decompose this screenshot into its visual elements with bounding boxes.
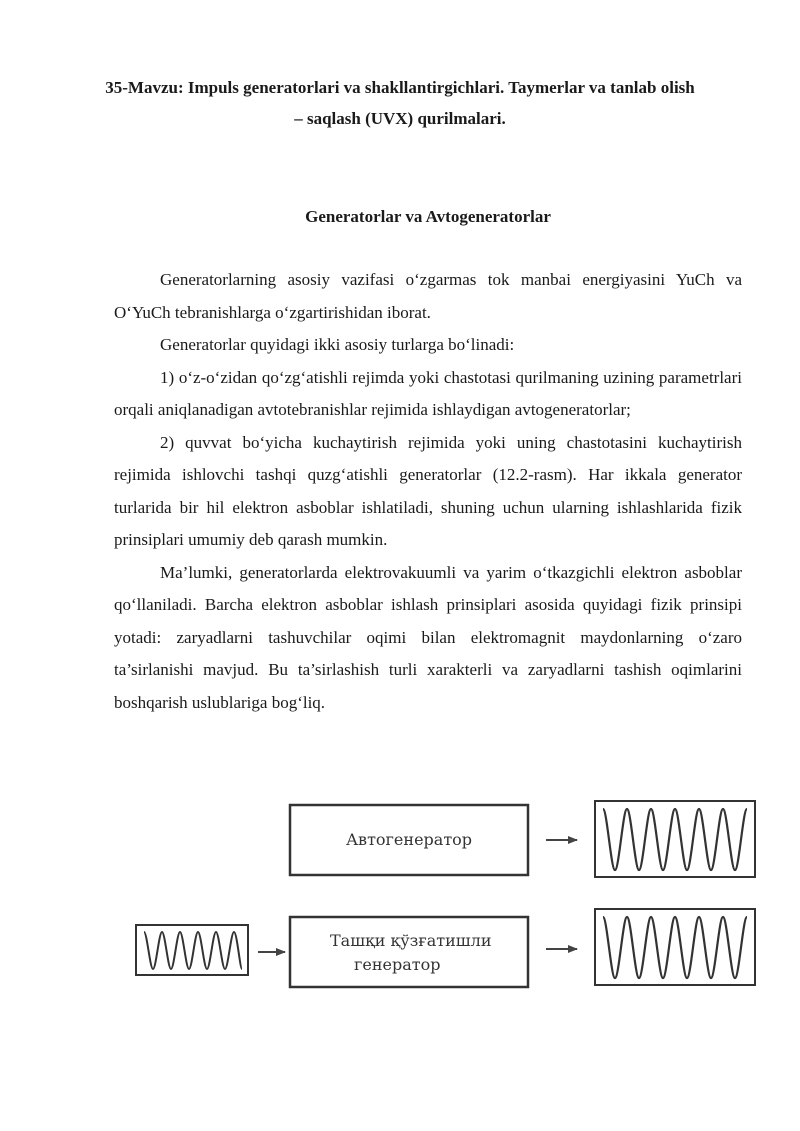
output-signal-frame-top	[595, 801, 755, 877]
output-sine-wave-top	[603, 809, 747, 870]
section-heading: Generatorlar va Avtogeneratorlar	[305, 207, 551, 226]
paragraph: Generatorlarning asosiy vazifasi o‘zgarmas tok manbai energiyasini YuCh va O‘YuCh tebranishlarga o‘zgartirishidan iborat.	[114, 270, 742, 322]
paragraph: Generatorlar quyidagi ikki asosiy turlarga bo‘linadi:	[160, 335, 515, 354]
autogenerator-label: Автогенератор	[345, 830, 473, 849]
input-signal-frame	[136, 925, 248, 975]
input-sine-wave	[144, 932, 242, 969]
external-generator-box	[290, 917, 528, 987]
generator-block-diagram	[130, 785, 770, 995]
paragraph: 1) o‘z-o‘zidan qo‘zg‘atishli rejimda yoki chastotasi qurilmaning uzining parametrlari orqali aniqlanadigan avtotebranishlar rejimida ishlaydigan avtogeneratorlar;	[114, 367, 742, 419]
paragraph: Ma’lumki, generatorlarda elektrovakuumli va yarim o‘tkazgichli elektron asboblar qo‘llaniladi. Barcha elektron asboblar ishlash prinsiplari asosida quyidagi fizik prinsipi yotadi: zaryadlarni tashuvchilar oqimi bilan elektromagnit maydonlarning o‘zaro ta’sirlanishi mavjud. Bu ta’sirlashish turli xarakterli va zaryadlarni tashish oqimlarini boshqarish uslublariga bog‘liq.	[114, 562, 742, 712]
paragraph: 2) quvvat bo‘yicha kuchaytirish rejimida yoki uning chastotasini kuchaytirish rejimida ishlovchi tashqi quzg‘atishli generatorlar (12.2-rasm). Har ikkala generator turlarida bir hil elektron asboblar ishlatiladi, shuning uchun ularning ishlashlarida fizik prinsiplari umumiy deb qarash mumkin.	[114, 432, 742, 549]
external-generator-label-line2: генератор	[354, 955, 441, 974]
external-generator-label-line1: Ташқи қўзғатишли	[330, 931, 492, 950]
body-text	[114, 264, 742, 719]
page-title: 35-Mavzu: Impuls generatorlari va shakllantirgichlari. Taymerlar va tanlab olish – saqlash (UVX) qurilmalari.	[105, 78, 695, 128]
output-signal-frame-bottom	[595, 909, 755, 985]
output-sine-wave-bottom	[603, 917, 747, 978]
